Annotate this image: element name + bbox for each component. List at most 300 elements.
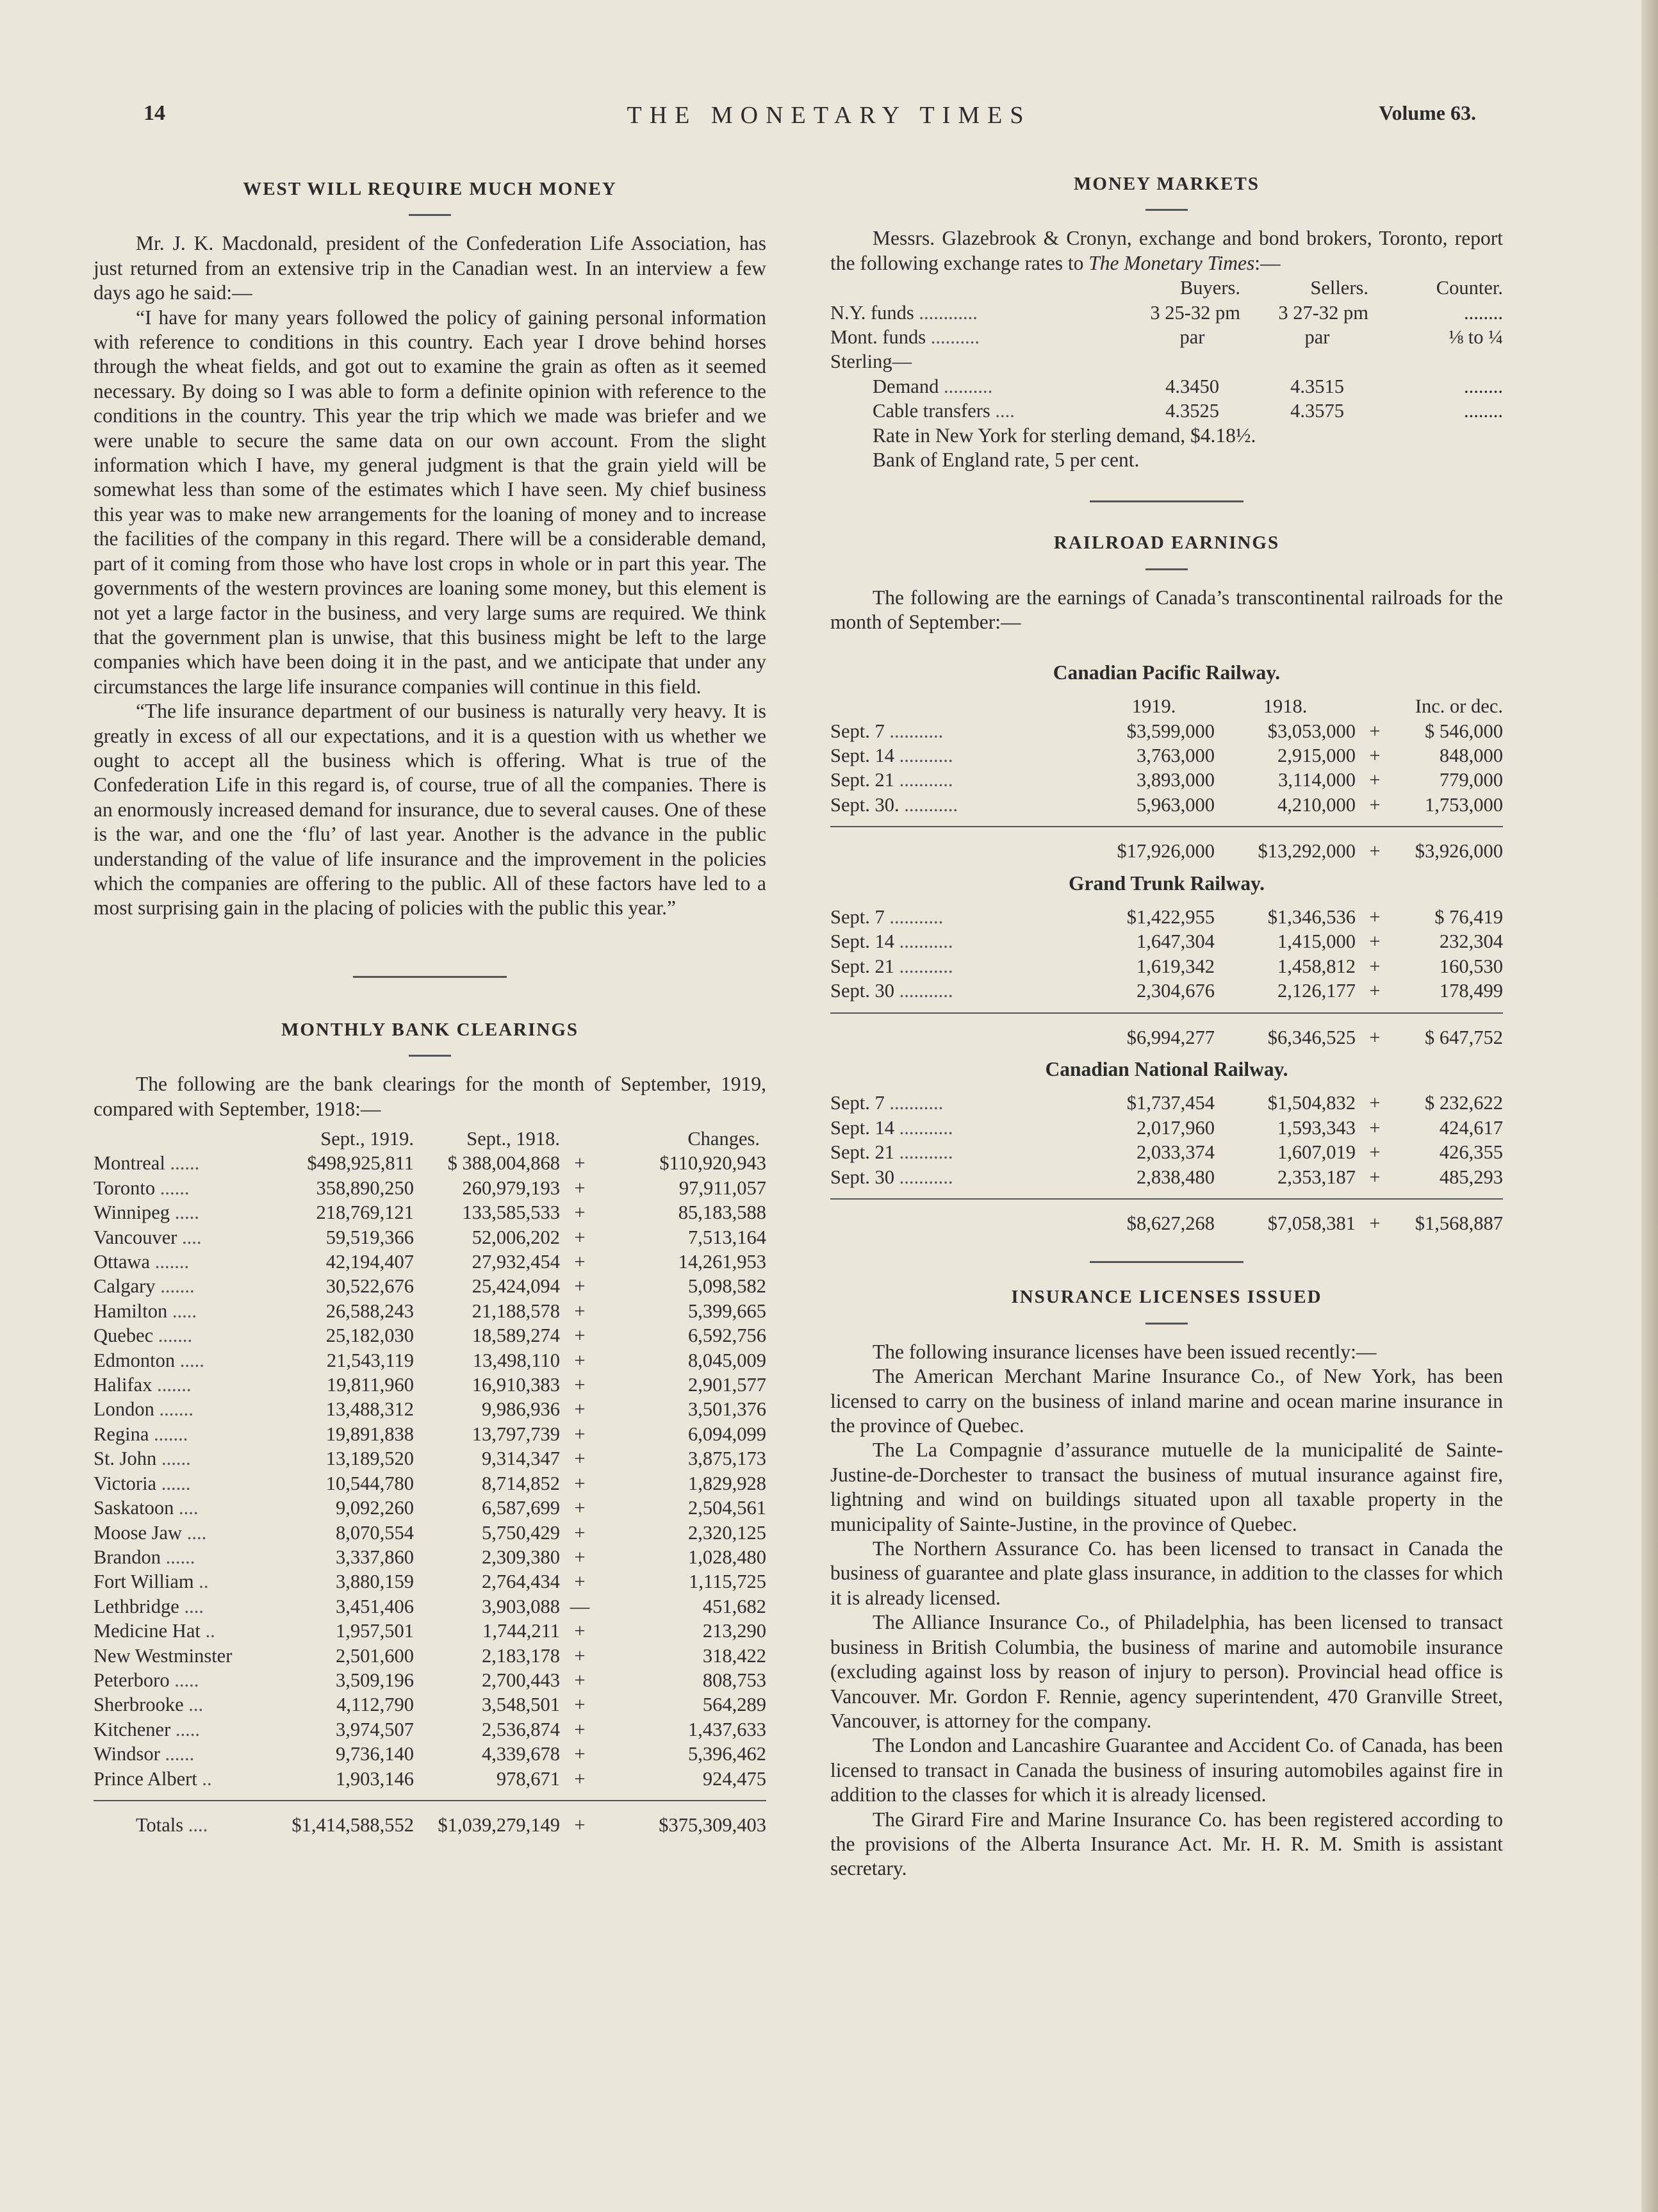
exchange-header-row	[830, 276, 1503, 300]
city-name: Peterboro	[94, 1669, 170, 1691]
leader-dots: ......	[161, 1472, 191, 1494]
value-1919: 10,544,780	[325, 1472, 414, 1494]
value-1918: 2,353,187	[1277, 1166, 1356, 1188]
leader-dots: ...........	[899, 980, 953, 1002]
change-value: 5,399,665	[688, 1300, 766, 1322]
leader-dots: .......	[154, 1423, 188, 1445]
change-value: 1,028,480	[688, 1546, 766, 1568]
leader-dots: ..	[202, 1767, 212, 1790]
leader-dots: ...........	[899, 744, 953, 766]
sterling-row	[830, 374, 1503, 399]
value-1918: 1,458,812	[1277, 955, 1356, 977]
value-1919: 3,763,000	[1137, 744, 1215, 766]
insurance-paragraph: The Alliance Insurance Co., of Philadelphia, has been licensed to transact business in British Columbia, the business of marine and automobile insurance (excluding against loss by reason of injury to person). Provincial head office is Vancouver. Mr. Gordon F. Rennie, agency superintendent, 470 Granville Street, Vancouver, is attorney for the company.	[830, 1611, 1503, 1732]
total-1918: $7,058,381	[1215, 1199, 1356, 1235]
total-1919: $8,627,268	[1093, 1199, 1215, 1235]
total-1919: $17,926,000	[1093, 827, 1215, 863]
insurance-heading: INSURANCE LICENSES ISSUED	[1011, 1287, 1322, 1308]
value-1918: 21,188,578	[472, 1300, 560, 1322]
earnings-row	[830, 768, 1503, 792]
clearings-row	[94, 1619, 766, 1643]
railway-earnings-table	[830, 694, 1503, 863]
change-value: 6,094,099	[688, 1423, 766, 1445]
leader-dots: ..	[205, 1620, 215, 1642]
city-name: Sherbrooke	[94, 1694, 184, 1716]
value-1919: 218,769,121	[316, 1201, 414, 1224]
insurance-section	[830, 1285, 1503, 1881]
value-1918: 9,314,347	[482, 1448, 560, 1470]
leader-dots: ....	[995, 400, 1015, 422]
leader-dots: ...........	[904, 793, 958, 816]
change-sign: +	[574, 1423, 586, 1445]
week-date: Sept. 30	[830, 1166, 894, 1188]
change-value: 1,115,725	[689, 1571, 766, 1593]
earnings-row	[830, 954, 1503, 978]
clearings-row	[94, 1176, 766, 1200]
leader-dots: .......	[160, 1275, 195, 1298]
value-1918: $1,346,536	[1267, 905, 1356, 928]
change-sign: +	[574, 1497, 586, 1519]
week-date: Sept. 14	[830, 930, 894, 953]
sellers-value: 3 27-32 pm	[1278, 301, 1368, 324]
week-date: Sept. 7	[830, 1092, 885, 1114]
railroad-intro: The following are the earnings of Canada’s transcontinental railroads for the month of September:—	[830, 586, 1503, 634]
railroad-heading: RAILROAD EARNINGS	[1053, 532, 1280, 554]
exchange-row	[830, 325, 1503, 349]
value-1918: 25,424,094	[472, 1275, 560, 1298]
clearings-row	[94, 1397, 766, 1421]
week-date: Sept. 21	[830, 955, 894, 977]
leader-dots: ....	[179, 1497, 199, 1519]
value-1919: 59,519,366	[325, 1226, 414, 1248]
change-value: $ 76,419	[1434, 905, 1503, 928]
value-1919: 2,033,374	[1137, 1141, 1215, 1164]
city-name: Toronto	[94, 1176, 156, 1199]
west-paragraph: “The life insurance department of our business is naturally very heavy. It is greatly in excess of all our expectations, and it is a question with us whether we ought to accept all the business which is offering. What is true of the Confederation Life in this regard is, of course, true of all the companies. There is an enormously increased demand for insurance, due to several causes. One of these is the war, and one the ‘flu’ of last year. Another is the advance in the public understanding of the value of life insurance and the improvement in the policies which the companies are offering to the public. All of these factors have led to a most surprising gain in the placing of policies with the public this year.”	[94, 700, 766, 920]
change-sign: +	[574, 1374, 586, 1396]
city-name: Windsor	[94, 1743, 160, 1765]
clearings-row	[94, 1373, 766, 1397]
value-1919: 2,304,676	[1137, 980, 1215, 1002]
clearings-row	[94, 1742, 766, 1766]
heading-rule	[409, 1055, 451, 1057]
railway-name: Canadian Pacific Railway.	[1053, 661, 1281, 684]
value-1918: 52,006,202	[472, 1226, 560, 1248]
change-sign: +	[574, 1176, 586, 1199]
change-sign: +	[574, 1275, 586, 1298]
change-sign: +	[1369, 955, 1381, 977]
city-name: Lethbridge	[94, 1595, 179, 1617]
leader-dots: ....	[186, 1521, 207, 1544]
change-value: $ 232,622	[1425, 1092, 1503, 1114]
value-1919: 25,182,030	[325, 1325, 414, 1347]
value-1918: 5,750,429	[482, 1521, 560, 1544]
leader-dots: ...........	[899, 1116, 953, 1139]
value-1919: 8,070,554	[336, 1521, 414, 1544]
clearings-row	[94, 1767, 766, 1791]
city-name: St. John	[94, 1448, 157, 1470]
change-sign: +	[574, 1694, 586, 1716]
sterling-label-row	[830, 349, 1503, 374]
earnings-row	[830, 719, 1503, 743]
col-header: Sept., 1918.	[466, 1128, 560, 1150]
change-sign: +	[574, 1226, 586, 1248]
money-note: Bank of England rate, 5 per cent.	[873, 449, 1140, 472]
heading-rule	[409, 214, 451, 216]
value-1918: 1,593,343	[1277, 1116, 1356, 1139]
total-1918: $13,292,000	[1215, 827, 1356, 863]
change-sign: +	[574, 1718, 586, 1740]
buyers-value: par	[1179, 326, 1205, 349]
leader-dots: ....	[182, 1226, 202, 1248]
clearings-row	[94, 1569, 766, 1594]
insurance-paragraph: The following insurance licenses have been issued recently:—	[873, 1340, 1377, 1363]
west-heading: WEST WILL REQUIRE MUCH MONEY	[243, 179, 617, 199]
publication-ref: The Monetary Times	[1088, 251, 1255, 274]
clearings-row	[94, 1717, 766, 1742]
earnings-row	[830, 905, 1503, 929]
volume-label: Volume 63.	[1379, 101, 1476, 124]
value-1918: 3,548,501	[482, 1694, 560, 1716]
right-column	[830, 172, 1503, 1881]
row-label: Mont. funds	[830, 326, 926, 349]
sellers-value: par	[1304, 326, 1330, 349]
week-date: Sept. 7	[830, 905, 885, 928]
change-value: 14,261,953	[678, 1251, 766, 1273]
week-date: Sept. 14	[830, 744, 894, 766]
change-sign: +	[1369, 980, 1381, 1002]
change-sign: +	[1369, 1092, 1381, 1114]
clearings-section	[94, 1018, 766, 1838]
change-value: 924,475	[702, 1767, 766, 1790]
leader-dots: ......	[165, 1546, 195, 1568]
city-name: Prince Albert	[94, 1767, 197, 1790]
value-1918: 9,986,936	[482, 1398, 560, 1421]
change-value: 451,682	[702, 1595, 766, 1617]
change-sign: +	[1369, 930, 1381, 953]
west-paragraph: “I have for many years followed the policy of gaining personal information with reference to conditions in this country. Each year I drove behind horses through the wheat fields, and got out to examine the grain as often as it seemed necessary. By doing so I was able to form a definite opinion with reference to the conditions in the country. This year the trip which we made was briefer and we were unable to secure the same data on our own account. From the slight information which I have, my general judgment is that the grain yield will be somewhat less than some of the estimates which I have seen. My chief business this year was to make new arrangements for the loaning of money and to increase the facilities of the company in this regard. There will be a considerable demand, part of it coming from those who have lost crops in whole or in part this year. The governments of the western provinces are loaning some money, but this element is not yet a large factor in the business, and very large sums are required. We think that the government plan is unwise, that this business might be left to the large companies which have been doing it in the past, and we anticipate that under any circumstances the large life insurance companies will continue in this field.	[94, 306, 766, 698]
row-label: N.Y. funds	[830, 301, 914, 324]
city-name: Fort William	[94, 1571, 194, 1593]
leader-dots: ...	[188, 1694, 204, 1716]
change-sign: +	[574, 1620, 586, 1642]
value-1919: 19,811,960	[326, 1374, 414, 1396]
value-1919: $1,422,955	[1126, 905, 1215, 928]
city-name: Regina	[94, 1423, 149, 1445]
earnings-row	[830, 1165, 1503, 1189]
col-header: Buyers.	[1179, 277, 1240, 299]
city-name: Edmonton	[94, 1349, 176, 1371]
change-value: 85,183,588	[678, 1201, 766, 1224]
section-divider	[1090, 1261, 1244, 1263]
change-value: 2,504,561	[688, 1497, 766, 1519]
sellers-value: 4.3575	[1290, 400, 1344, 422]
west-paragraph: Mr. J. K. Macdonald, president of the Confederation Life Association, has just returned from an extensive trip in the Canadian west. In an interview a few days ago he said:—	[94, 232, 766, 304]
change-value: 1,437,633	[688, 1718, 766, 1740]
city-name: Hamilton	[94, 1300, 168, 1322]
totals-label: Totals	[136, 1813, 184, 1836]
city-name: Kitchener	[94, 1718, 171, 1740]
city-name: Montreal	[94, 1152, 165, 1175]
value-1918: 1,415,000	[1277, 930, 1356, 953]
week-date: Sept. 7	[830, 720, 885, 742]
change-value: 564,289	[702, 1694, 766, 1716]
change-value: 318,422	[702, 1644, 766, 1667]
value-1918: 8,714,852	[482, 1472, 560, 1494]
value-1918: 133,585,533	[462, 1201, 560, 1224]
city-name: London	[94, 1398, 154, 1421]
change-sign: —	[570, 1595, 590, 1617]
value-1918: 1,744,211	[482, 1620, 560, 1642]
change-value: 1,829,928	[688, 1472, 766, 1494]
leader-dots: ...........	[889, 905, 944, 928]
clearings-row	[94, 1668, 766, 1692]
change-sign: +	[1369, 720, 1381, 742]
value-1919: 3,974,507	[336, 1718, 414, 1740]
change-sign: +	[574, 1521, 586, 1544]
value-1919: 21,543,119	[326, 1349, 414, 1371]
value-1918: $3,053,000	[1267, 720, 1356, 742]
value-1919: 3,880,159	[336, 1571, 414, 1593]
page-edge	[1641, 0, 1658, 2212]
buyers-value: 4.3525	[1165, 400, 1219, 422]
railway-name: Grand Trunk Railway.	[1068, 871, 1265, 895]
value-1919: 42,194,407	[325, 1251, 414, 1273]
value-1919: $498,925,811	[307, 1152, 414, 1175]
value-1918: 2,309,380	[482, 1546, 560, 1568]
clearings-row	[94, 1644, 766, 1668]
change-value: 97,911,057	[678, 1176, 766, 1199]
leader-dots: ..	[199, 1571, 209, 1593]
value-1919: 4,112,790	[336, 1694, 414, 1716]
money-heading: MONEY MARKETS	[1074, 174, 1260, 194]
value-1918: 16,910,383	[472, 1374, 560, 1396]
value-1918: 1,607,019	[1277, 1141, 1356, 1164]
value-1918: $1,504,832	[1267, 1092, 1356, 1114]
col-header: Counter.	[1436, 277, 1503, 299]
value-1918: 2,764,434	[482, 1571, 560, 1593]
leader-dots: ...........	[899, 930, 953, 953]
change-sign: +	[574, 1349, 586, 1371]
insurance-paragraph: The La Compagnie d’assurance mutuelle de la municipalité de Sainte-Justine-de-Dorchester to transact the business of mutual insurance against fire, lightning and wind on buildings situated upon all taxable property in the municipality of Sainte-Justine, in the province of Quebec.	[830, 1439, 1503, 1535]
change-sign: +	[574, 1448, 586, 1470]
sterling-label: Sterling—	[830, 351, 912, 373]
city-name: Saskatoon	[94, 1497, 174, 1519]
earnings-row	[830, 1116, 1503, 1140]
change-sign: +	[574, 1571, 586, 1593]
col-header: Changes.	[687, 1128, 760, 1150]
buyers-value: 3 25-32 pm	[1150, 301, 1240, 324]
leader-dots: .......	[154, 1251, 190, 1273]
change-sign: +	[1369, 1141, 1381, 1164]
leader-dots: ...........	[899, 1166, 953, 1188]
earnings-row	[830, 978, 1503, 1003]
value-1919: 5,963,000	[1137, 793, 1215, 816]
left-column	[94, 177, 766, 1837]
clearings-row	[94, 1151, 766, 1175]
total-sign: +	[1356, 827, 1394, 863]
clearings-intro: The following are the bank clearings for the month of September, 1919, compared with September, 1918:—	[94, 1073, 766, 1120]
week-date: Sept. 30.	[830, 793, 899, 816]
railway-earnings-table	[830, 1091, 1503, 1235]
leader-dots: .....	[172, 1300, 197, 1322]
value-1919: $3,599,000	[1126, 720, 1215, 742]
leader-dots: ......	[170, 1152, 200, 1175]
value-1918: 13,797,739	[472, 1423, 560, 1445]
value-1918: 260,979,193	[462, 1176, 560, 1199]
earnings-total-row	[830, 827, 1503, 863]
col-header: Sept., 1919.	[320, 1128, 414, 1150]
change-value: 779,000	[1439, 769, 1503, 791]
leader-dots: .......	[157, 1374, 192, 1396]
railway-earnings-table	[830, 905, 1503, 1050]
change-sign: +	[574, 1767, 586, 1790]
counter-value: ⅛ to ¼	[1449, 326, 1503, 349]
total-change: $3,926,000	[1394, 827, 1503, 863]
value-1919: 30,522,676	[325, 1275, 414, 1298]
change-value: 424,617	[1439, 1116, 1503, 1139]
leader-dots: ......	[160, 1176, 190, 1199]
change-sign: +	[1369, 1116, 1381, 1139]
leader-dots: ..........	[930, 326, 980, 349]
change-value: 160,530	[1439, 955, 1503, 977]
value-1919: 19,891,838	[325, 1423, 414, 1445]
clearings-row	[94, 1225, 766, 1250]
change-value: 5,098,582	[688, 1275, 766, 1298]
value-1919: 13,488,312	[325, 1398, 414, 1421]
change-value: 485,293	[1439, 1166, 1503, 1188]
change-sign: +	[574, 1398, 586, 1421]
change-sign: +	[574, 1251, 586, 1273]
value-1919: 2,501,600	[336, 1644, 414, 1667]
heading-rule	[1145, 568, 1188, 570]
change-value: 808,753	[702, 1669, 766, 1691]
railroad-header-row	[830, 694, 1503, 718]
counter-value: ........	[1464, 400, 1503, 422]
clearings-row	[94, 1422, 766, 1446]
value-1919: 1,903,146	[336, 1767, 414, 1790]
change-value: 2,901,577	[688, 1374, 766, 1396]
value-1919: 3,509,196	[336, 1669, 414, 1691]
counter-value: ........	[1464, 375, 1503, 397]
sellers-value: 4.3515	[1290, 375, 1344, 397]
col-header: Inc. or dec.	[1415, 695, 1503, 718]
leader-dots: .....	[175, 1718, 200, 1740]
section-divider	[1090, 500, 1244, 502]
clearings-row	[94, 1250, 766, 1274]
change-sign: +	[1369, 1166, 1381, 1188]
change-sign: +	[1369, 769, 1381, 791]
leader-dots: ...........	[899, 955, 953, 977]
insurance-paragraph: The Northern Assurance Co. has been licensed to transact in Canada the business of guarantee and plate glass insurance, in addition to the classes for which it is already licensed.	[830, 1537, 1503, 1609]
city-name: Quebec	[94, 1325, 154, 1347]
leader-dots: ...........	[899, 769, 953, 791]
city-name: Brandon	[94, 1546, 161, 1568]
money-intro	[830, 226, 1503, 276]
clearings-row	[94, 1274, 766, 1298]
value-1918: $ 388,004,868	[447, 1152, 560, 1175]
leader-dots: .....	[179, 1349, 204, 1371]
total-1919: $1,414,588,552	[286, 1801, 414, 1837]
railroad-section	[830, 531, 1503, 1235]
leader-dots: ..........	[943, 375, 993, 397]
city-name: Calgary	[94, 1275, 156, 1298]
value-1919: 3,893,000	[1137, 769, 1215, 791]
counter-value: ........	[1464, 301, 1503, 324]
value-1918: 27,932,454	[472, 1251, 560, 1273]
city-name: New Westminster	[94, 1644, 233, 1667]
city-name: Halifax	[94, 1374, 152, 1396]
value-1919: 26,588,243	[325, 1300, 414, 1322]
change-value: 848,000	[1439, 744, 1503, 766]
money-intro-end: :—	[1254, 251, 1281, 274]
clearings-row	[94, 1471, 766, 1496]
value-1919: 9,736,140	[336, 1743, 414, 1765]
week-date: Sept. 14	[830, 1116, 894, 1139]
total-1919: $6,994,277	[1093, 1013, 1215, 1050]
value-1919: 1,957,501	[336, 1620, 414, 1642]
value-1918: 4,339,678	[482, 1743, 560, 1765]
heading-rule	[1145, 209, 1188, 211]
value-1918: 2,700,443	[482, 1669, 560, 1691]
change-value: 3,501,376	[688, 1398, 766, 1421]
value-1918: 18,589,274	[472, 1325, 560, 1347]
total-change: $375,309,403	[600, 1801, 766, 1837]
value-1919: 2,017,960	[1137, 1116, 1215, 1139]
money-note: Rate in New York for sterling demand, $4.18½.	[873, 424, 1256, 447]
change-sign: +	[574, 1644, 586, 1667]
change-value: 1,753,000	[1425, 793, 1503, 816]
clearings-row	[94, 1446, 766, 1471]
value-1918: 3,114,000	[1278, 769, 1356, 791]
change-value: 178,499	[1439, 980, 1503, 1002]
clearings-heading: MONTHLY BANK CLEARINGS	[281, 1019, 579, 1040]
value-1919: $1,737,454	[1126, 1092, 1215, 1114]
value-1918: 6,587,699	[482, 1497, 560, 1519]
change-value: 8,045,009	[688, 1349, 766, 1371]
change-sign: +	[574, 1300, 586, 1322]
value-1918: 2,126,177	[1277, 980, 1356, 1002]
page-number: 14	[144, 101, 165, 125]
change-value: 3,875,173	[688, 1448, 766, 1470]
clearings-row	[94, 1348, 766, 1373]
clearings-total-row	[94, 1801, 766, 1837]
leader-dots: .......	[158, 1325, 193, 1347]
clearings-row	[94, 1692, 766, 1717]
value-1919: 2,838,480	[1137, 1166, 1215, 1188]
earnings-total-row	[830, 1013, 1503, 1050]
total-sign: +	[1356, 1199, 1394, 1235]
value-1919: 13,189,520	[325, 1448, 414, 1470]
total-1918: $1,039,279,149	[414, 1801, 560, 1837]
money-markets-section	[830, 172, 1503, 472]
change-sign: +	[574, 1743, 586, 1765]
change-sign: +	[1369, 744, 1381, 766]
col-header: 1919.	[1131, 695, 1176, 718]
earnings-row	[830, 743, 1503, 768]
clearings-rows	[94, 1151, 766, 1791]
value-1919: 3,451,406	[336, 1595, 414, 1617]
col-header: 1918.	[1263, 695, 1308, 718]
railway-name: Canadian National Railway.	[1045, 1057, 1288, 1080]
clearings-row	[94, 1594, 766, 1619]
row-label: Demand	[873, 375, 939, 397]
change-sign: +	[574, 1325, 586, 1347]
clearings-row	[94, 1496, 766, 1520]
value-1919: 3,337,860	[336, 1546, 414, 1568]
change-value: 6,592,756	[688, 1325, 766, 1347]
week-date: Sept. 30	[830, 980, 894, 1002]
